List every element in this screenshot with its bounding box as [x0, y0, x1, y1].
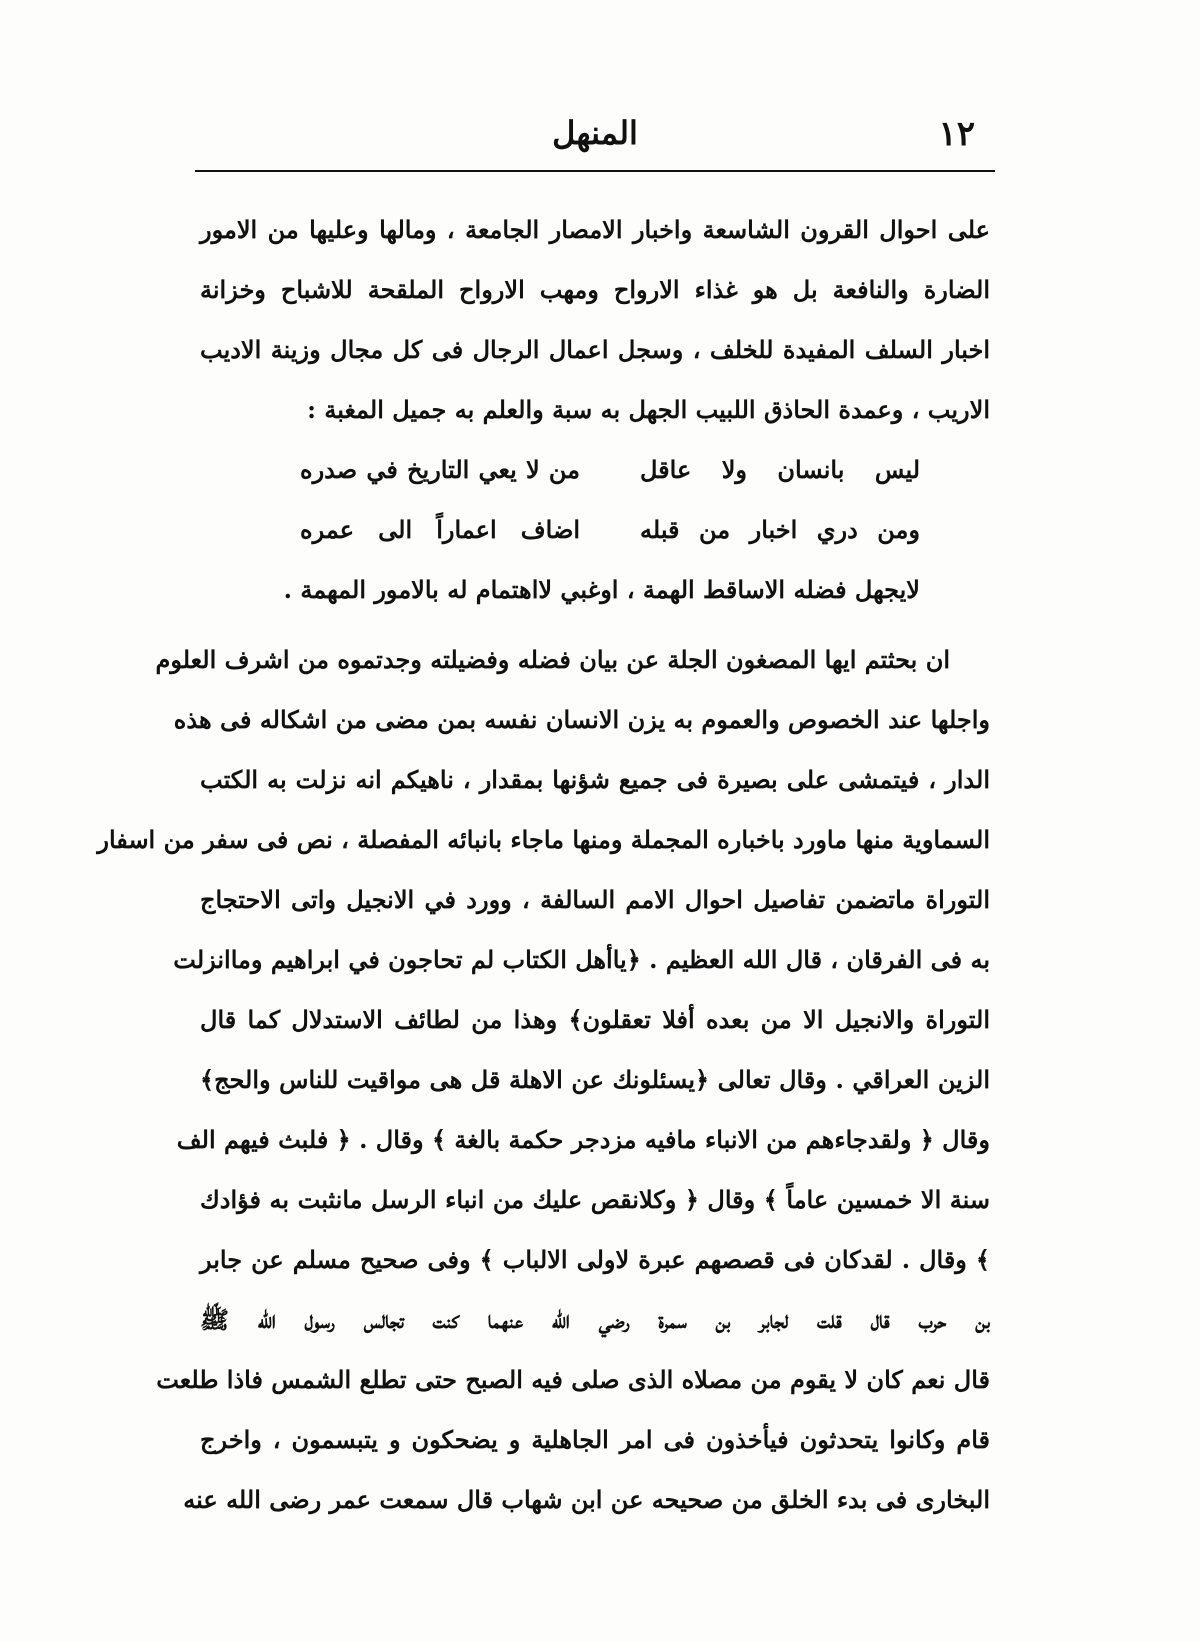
text-line: به فى الفرقان ، قال الله العظيم . ﴿ياأهل الكتاب لم تحاجون في ابراهيم وماانزلت: [173, 945, 990, 974]
text-line: بن حرب قال قلت لجابر بن سمرة رضي الله عنهما كنت تجالس رسول الله ﷺ: [200, 1305, 990, 1334]
text-line: التوراة ماتضمن تفاصيل احوال الامم السالفة ، وورد في الانجيل واتى الاحتجاج: [200, 885, 990, 914]
verse-second-hemistich: من لا يعي التاريخ في صدره: [300, 455, 580, 484]
header-rule: [195, 170, 995, 172]
poem-verse: [200, 500, 990, 560]
page-header: [195, 108, 995, 168]
text-line: وقال ﴿ ولقدجاءهم من الانباء مافيه مزدجر حكمة بالغة ﴾ وقال . ﴿ فلبث فيهم الف: [176, 1125, 990, 1154]
text-line: قام وكانوا يتحدثون فيأخذون فى امر الجاهلية و يضحكون و يتبسمون ، واخرج: [200, 1425, 990, 1454]
text-line: التوراة والانجيل الا من بعده أفلا تعقلون﴾ وهذا من لطائف الاستدلال كما قال: [200, 1005, 990, 1034]
text-line: الضارة والنافعة بل هو غذاء الارواح ومهب الارواح الملقحة للاشباح وخزانة: [200, 275, 990, 304]
text-line: الزين العراقي . وقال تعالى ﴿يسئلونك عن الاهلة قل هى مواقيت للناس والحج﴾: [200, 1065, 990, 1094]
poem-closing-line: لايجهل فضله الاساقط الهمة ، اوغبي لااهتمام له بالامور المهمة .: [283, 575, 920, 604]
text-line: ﴾ وقال . لقدكان فى قصصهم عبرة لاولى الالباب ﴾ وفى صحيح مسلم عن جابر: [200, 1245, 990, 1274]
text-line: الدار ، فيتمشى على بصيرة فى جميع شؤنها بمقدار ، ناهيكم انه نزلت به الكتب: [200, 765, 990, 794]
text-line: ان بحثتم ايها المصغون الجلة عن بيان فضله وفضيلته وجدتموه من اشرف العلوم: [155, 645, 950, 674]
text-line: البخارى فى بدء الخلق من صحيحه عن ابن شهاب قال سمعت عمر رضى الله عنه: [183, 1485, 990, 1514]
text-line: قال نعم كان لا يقوم من مصلاه الذى صلى فيه الصبح حتى تطلع الشمس فاذا طلعت: [156, 1365, 990, 1394]
text-line: واجلها عند الخصوص والعموم به يزن الانسان نفسه بمن مضى من اشكاله فى هذه: [173, 705, 990, 734]
text-line: اخبار السلف المفيدة للخلف ، وسجل اعمال الرجال فى كل مجال وزينة الاديب: [200, 335, 990, 364]
poem: [200, 440, 990, 620]
body-text: [97, 200, 990, 1530]
paragraph-gap: [200, 620, 990, 630]
poem-verse: [200, 440, 990, 500]
paragraph-1: [200, 200, 990, 440]
text-line: على احوال القرون الشاسعة واخبار الامصار الجامعة ، ومالها وعليها من الامور: [200, 215, 990, 244]
text-line: سنة الا خمسين عاماً ﴾ وقال ﴿ وكلانقص عليك من انباء الرسل مانثبت به فؤادك: [200, 1185, 990, 1214]
verse-second-hemistich: اضاف اعماراً الى عمره: [300, 515, 580, 544]
text-line: السماوية منها ماورد باخباره المجملة ومنها ماجاء بانبائه المفصلة ، نص فى سفر من اسفار: [97, 825, 990, 854]
running-title: المنهل: [552, 114, 638, 152]
text-line: الاريب ، وعمدة الحاذق اللبيب الجهل به سبة والعلم به جميل المغبة :: [307, 395, 990, 424]
page-number: ١٢: [938, 114, 975, 154]
verse-first-hemistich: ومن دري اخبار من قبله: [640, 515, 920, 544]
verse-first-hemistich: ليس بانسان ولا عاقل: [640, 455, 920, 484]
paragraph-2: [97, 630, 990, 1530]
